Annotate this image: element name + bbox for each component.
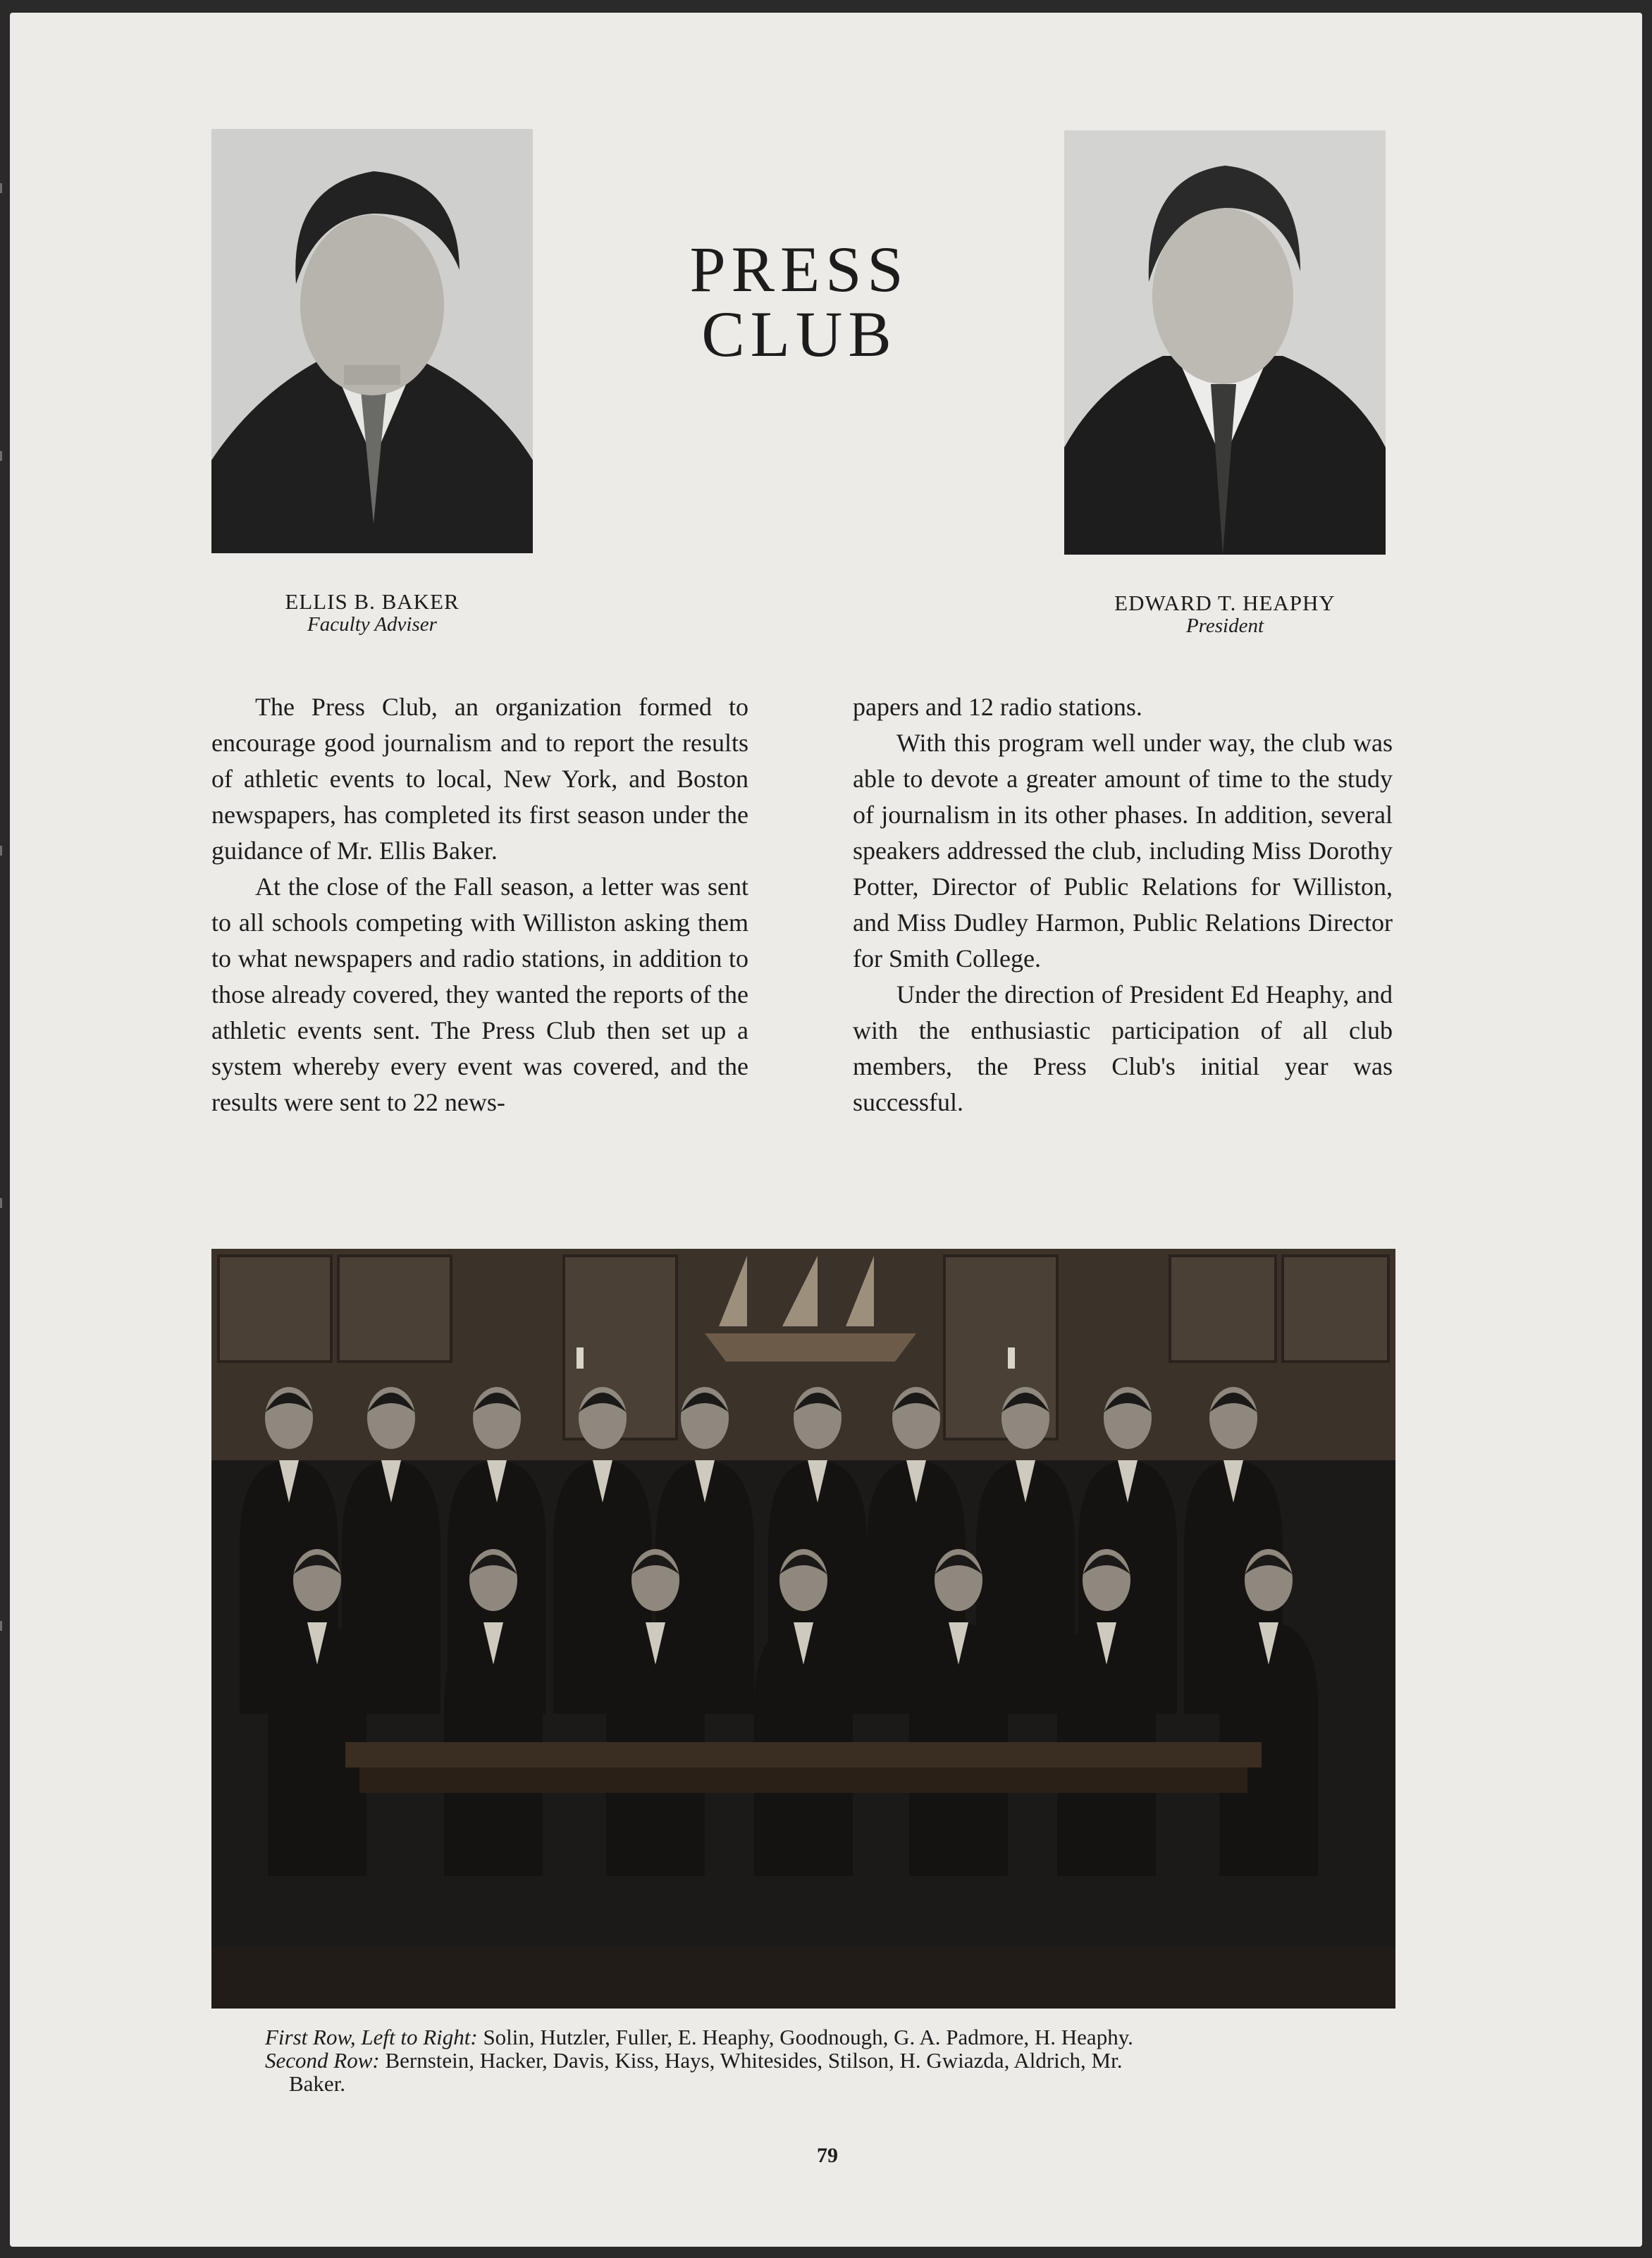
binding-mark: [0, 846, 6, 856]
binding-mark: [0, 183, 6, 193]
article-paragraph: At the close of the Fall season, a letter was sent to all schools competing with Williston asking them to what newspapers and radio stations, in addition to those already covered, they wanted the reports of the athletic events sent. The Press Club then set up a system whereby every event was covered, and the results were sent to 22 news-: [211, 872, 748, 1116]
adviser-name: ELLIS B. BAKER: [285, 589, 460, 614]
article-paragraph: papers and 12 radio stations.: [853, 693, 1142, 721]
binding-mark: [0, 451, 6, 461]
title-line-1: PRESS: [689, 233, 909, 305]
caption-first-row-names: Solin, Hutzler, Fuller, E. Heaphy, Goodnough, G. A. Padmore, H. Heaphy.: [483, 2025, 1133, 2049]
caption-second-row-label: Second Row:: [265, 2048, 380, 2073]
title-line-2: CLUB: [701, 298, 897, 370]
group-photo-caption: [265, 2025, 1348, 2095]
article-right-column: [853, 689, 1393, 1121]
article-paragraph: With this program well under way, the club was able to devote a greater amount of time to the study of journalism in its other phases. In addition, several speakers addressed the club, including Miss Dorothy Potter, Director of Public Relations for Williston, and Miss Dudley Harmon, Public Relations Director for Smith College.: [853, 729, 1393, 973]
article-left-column: [211, 689, 748, 1121]
adviser-role: Faculty Adviser: [307, 613, 437, 636]
page-number: 79: [817, 2144, 838, 2167]
president-role: President: [1185, 615, 1264, 637]
caption-first-row: [265, 2025, 1348, 2049]
caption-second-row-names: Bernstein, Hacker, Davis, Kiss, Hays, Whitesides, Stilson, H. Gwiazda, Aldrich, Mr.: [385, 2048, 1123, 2073]
binding-mark: [0, 1198, 6, 1208]
caption-second-row-tail: Baker.: [289, 2071, 346, 2096]
page-title: [644, 233, 954, 370]
president-name: EDWARD T. HEAPHY: [1114, 591, 1336, 615]
caption-first-row-label: First Row, Left to Right:: [265, 2025, 478, 2049]
article-paragraph: The Press Club, an organization formed to encourage good journalism and to report the results of athletic events to local, New York, and Boston newspapers, has completed its first season under the guidance of Mr. Ellis Baker.: [211, 693, 748, 865]
yearbook-page: [10, 13, 1642, 2247]
binding-mark: [0, 1621, 6, 1631]
article-paragraph: Under the direction of President Ed Heaphy, and with the enthusiastic participation of all club members, the Press Club's initial year was successful.: [853, 980, 1393, 1116]
group-photo: [211, 1249, 1395, 2009]
portrait-faculty-adviser: [211, 129, 533, 553]
caption-second-row: [265, 2049, 1348, 2072]
portrait-president: [1064, 130, 1386, 555]
